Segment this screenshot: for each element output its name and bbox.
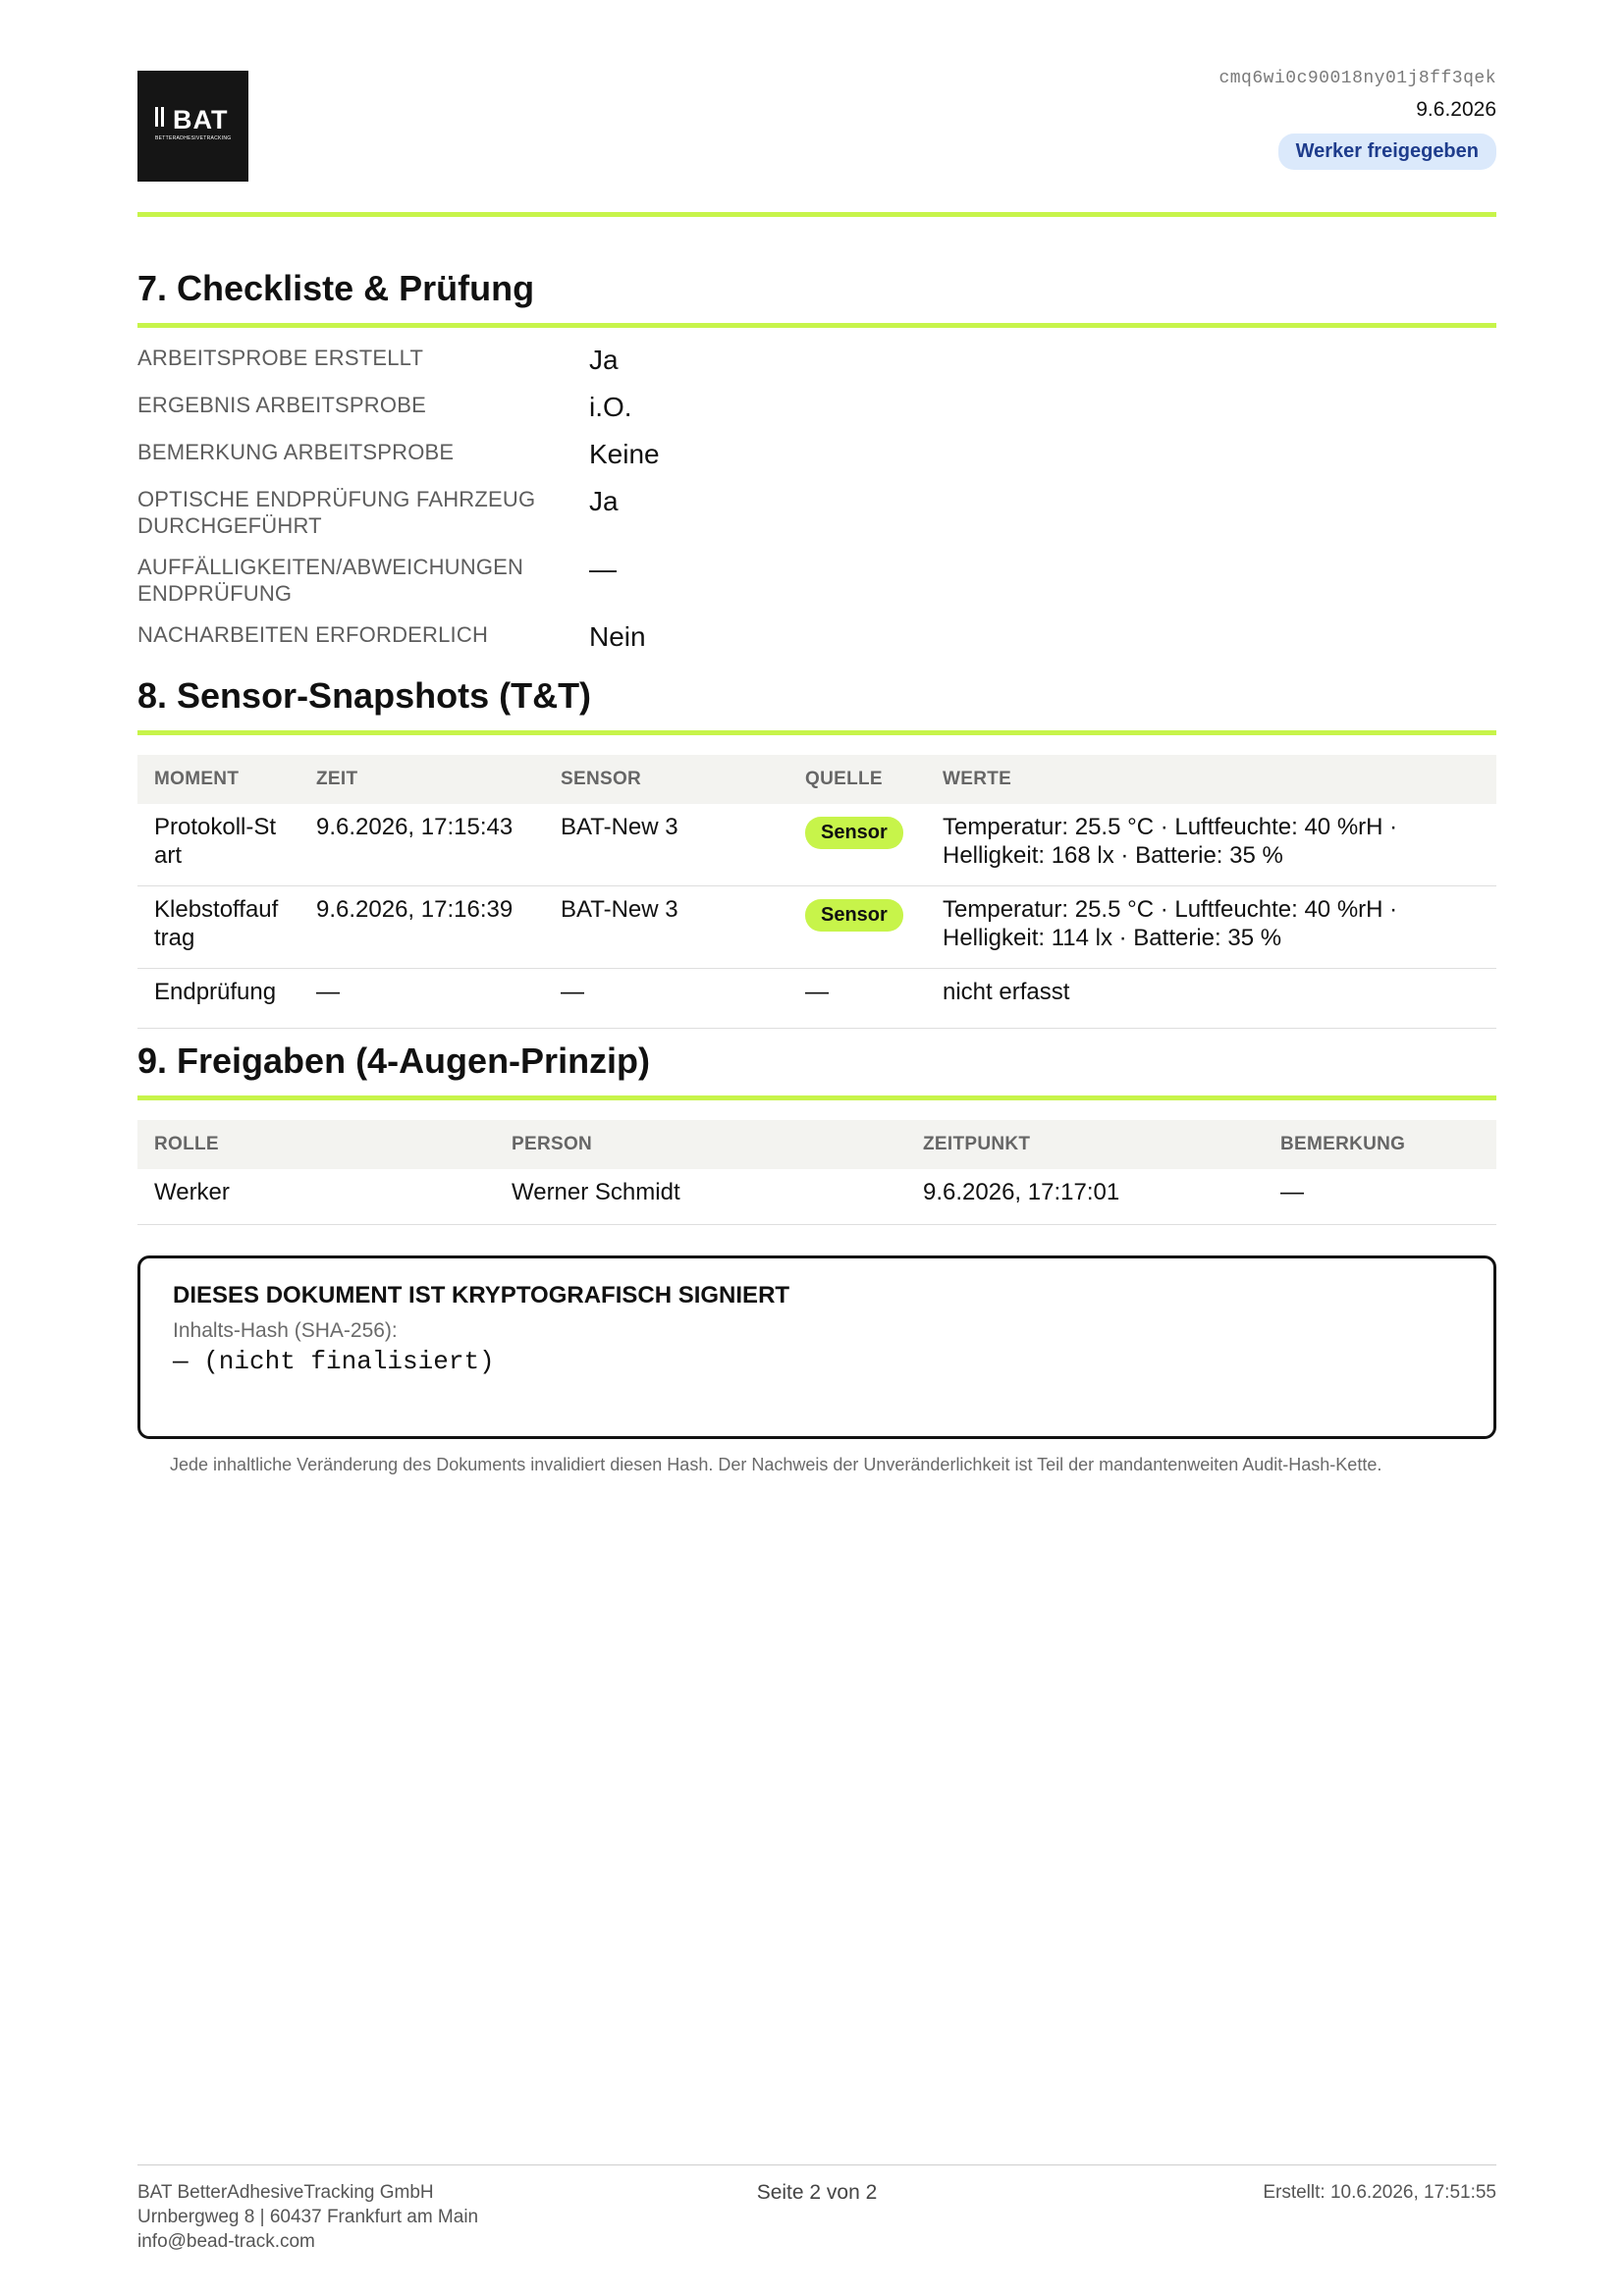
header-meta bbox=[1218, 69, 1496, 170]
header-divider bbox=[137, 212, 1496, 217]
cell-rolle: Werker bbox=[137, 1169, 495, 1225]
cell-person: Werner Schmidt bbox=[495, 1169, 906, 1225]
cell-bemerkung: — bbox=[1264, 1169, 1496, 1225]
section-checklist bbox=[137, 268, 1496, 328]
column-header: MOMENT bbox=[137, 755, 299, 804]
table-row bbox=[137, 969, 1496, 1029]
cell-werte: Temperatur: 25.5 °C · Luftfeuchte: 40 %rH · Helligkeit: 168 lx · Batterie: 35 % bbox=[926, 804, 1496, 886]
cell-sensor: BAT-New 3 bbox=[544, 886, 788, 969]
hash-value: — (nicht finalisiert) bbox=[173, 1347, 495, 1376]
cell-quelle: — bbox=[788, 969, 926, 1029]
section-sensor-snapshots bbox=[137, 675, 1496, 1029]
approvals-table bbox=[137, 1120, 1496, 1225]
logo-tagline: BETTERADHESIVETRACKING bbox=[155, 135, 232, 141]
cell-sensor: BAT-New 3 bbox=[544, 804, 788, 886]
signature-title: DIESES DOKUMENT IST KRYPTOGRAFISCH SIGNIERT bbox=[173, 1282, 790, 1308]
source-badge: Sensor bbox=[805, 817, 903, 849]
signature-box bbox=[137, 1255, 1496, 1439]
sensor-table bbox=[137, 755, 1496, 1029]
column-header: PERSON bbox=[495, 1120, 906, 1169]
footer-created: Erstellt: 10.6.2026, 17:51:55 bbox=[1263, 2182, 1496, 2203]
section-divider bbox=[137, 1095, 1496, 1100]
checklist-key: NACHARBEITEN ERFORDERLICH bbox=[137, 622, 489, 647]
table-row bbox=[137, 1169, 1496, 1225]
signature-note: Jede inhaltliche Veränderung des Dokuments invalidiert diesen Hash. Der Nachweis der Unveränderlichkeit ist Teil der mandantenweiten Audit-Hash-Kette. bbox=[170, 1455, 1382, 1474]
cell-zeitpunkt: 9.6.2026, 17:17:01 bbox=[906, 1169, 1264, 1225]
checklist-value: — bbox=[589, 554, 617, 584]
checklist-value: i.O. bbox=[589, 392, 632, 422]
logo-mark: BAT bbox=[155, 107, 229, 133]
section-divider bbox=[137, 323, 1496, 328]
cell-moment: Klebstoffauftrag bbox=[137, 886, 299, 969]
checklist-key: AUFFÄLLIGKEITEN/ABWEICHUNGEN ENDPRÜFUNG bbox=[137, 555, 524, 606]
document-date: 9.6.2026 bbox=[1416, 98, 1496, 121]
section-approvals bbox=[137, 1041, 1496, 1225]
company-logo bbox=[137, 71, 248, 182]
cell-zeit: 9.6.2026, 17:16:39 bbox=[299, 886, 544, 969]
footer-company: BAT BetterAdhesiveTracking GmbH bbox=[137, 2182, 434, 2203]
checklist-value: Ja bbox=[589, 345, 619, 375]
column-header: SENSOR bbox=[544, 755, 788, 804]
table-header-row bbox=[137, 755, 1496, 804]
section-title: 9. Freigaben (4-Augen-Prinzip) bbox=[137, 1041, 651, 1081]
cell-moment: Protokoll-Start bbox=[137, 804, 299, 886]
cell-quelle bbox=[788, 886, 926, 969]
cell-sensor: — bbox=[544, 969, 788, 1029]
table-row bbox=[137, 886, 1496, 969]
column-header: ROLLE bbox=[137, 1120, 495, 1169]
cell-werte: nicht erfasst bbox=[926, 969, 1496, 1029]
cell-werte: Temperatur: 25.5 °C · Luftfeuchte: 40 %rH · Helligkeit: 114 lx · Batterie: 35 % bbox=[926, 886, 1496, 969]
document-id: cmq6wi0c90018ny01j8ff3qek bbox=[1218, 69, 1496, 88]
hash-label: Inhalts-Hash (SHA-256): bbox=[173, 1319, 398, 1342]
checklist-key: OPTISCHE ENDPRÜFUNG FAHRZEUG DURCHGEFÜHRT bbox=[137, 487, 536, 538]
checklist-value: Keine bbox=[589, 439, 660, 469]
checklist-key: ARBEITSPROBE ERSTELLT bbox=[137, 346, 424, 370]
column-header: ZEIT bbox=[299, 755, 544, 804]
footer-address: Urnbergweg 8 | 60437 Frankfurt am Main bbox=[137, 2207, 479, 2227]
column-header: WERTE bbox=[926, 755, 1496, 804]
cell-moment: Endprüfung bbox=[137, 969, 299, 1029]
checklist-value: Nein bbox=[589, 621, 646, 652]
checklist-key: BEMERKUNG ARBEITSPROBE bbox=[137, 440, 455, 464]
table-row bbox=[137, 804, 1496, 886]
cell-zeit: 9.6.2026, 17:15:43 bbox=[299, 804, 544, 886]
status-badge: Werker freigegeben bbox=[1278, 133, 1496, 170]
footer-email: info@bead-track.com bbox=[137, 2231, 315, 2252]
checklist-key: ERGEBNIS ARBEITSPROBE bbox=[137, 393, 426, 417]
checklist-value: Ja bbox=[589, 486, 619, 516]
section-divider bbox=[137, 730, 1496, 735]
footer-divider bbox=[137, 2164, 1496, 2165]
section-title: 7. Checkliste & Prüfung bbox=[137, 268, 535, 308]
cell-quelle bbox=[788, 804, 926, 886]
column-header: QUELLE bbox=[788, 755, 926, 804]
source-badge: Sensor bbox=[805, 899, 903, 932]
table-header-row bbox=[137, 1120, 1496, 1169]
footer-page-number: Seite 2 von 2 bbox=[756, 2181, 878, 2204]
column-header: BEMERKUNG bbox=[1264, 1120, 1496, 1169]
cell-zeit: — bbox=[299, 969, 544, 1029]
column-header: ZEITPUNKT bbox=[906, 1120, 1264, 1169]
section-title: 8. Sensor-Snapshots (T&T) bbox=[137, 675, 592, 716]
